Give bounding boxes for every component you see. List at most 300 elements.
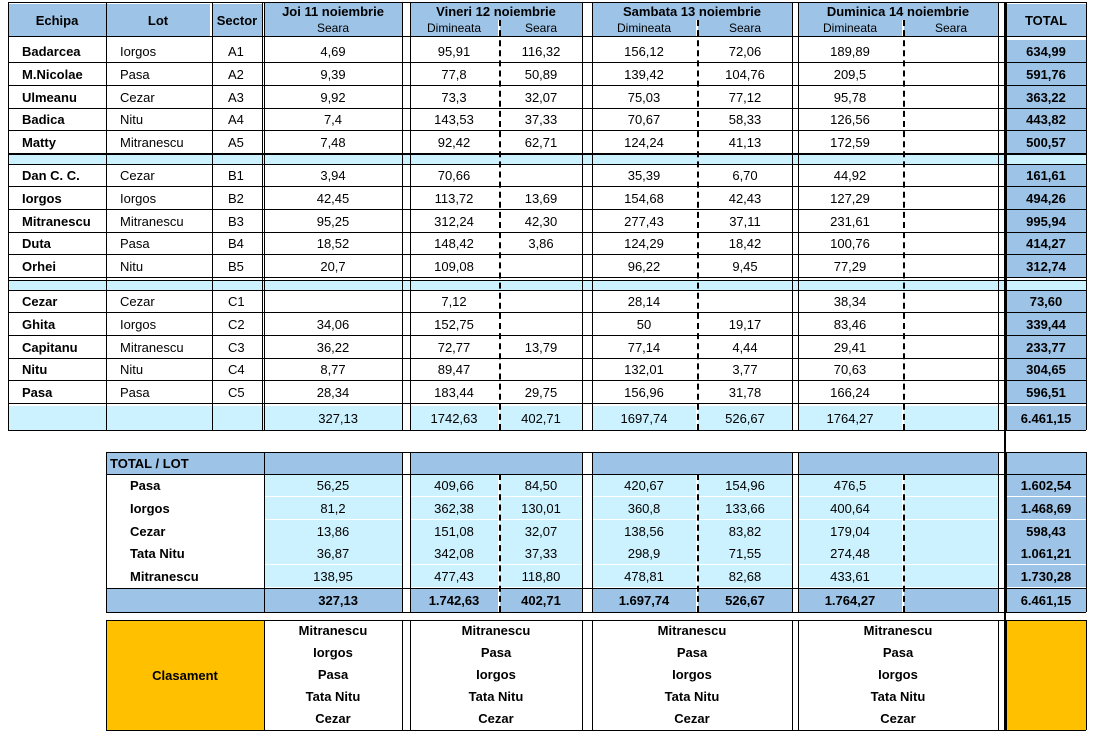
score-cell: 156,12: [592, 40, 696, 62]
team-sector: A5: [212, 131, 262, 153]
grand-total-cell: 1697,74: [592, 406, 696, 430]
score-cell: 7,12: [410, 290, 498, 312]
clasament-rank-name: Pasa: [676, 645, 708, 660]
clasament-rank-name: Pasa: [480, 645, 512, 660]
lot-grand-cell: 1.697,74: [592, 588, 696, 612]
grand-total-cell: [904, 406, 998, 430]
lot-score-cell: 477,43: [410, 565, 498, 587]
score-cell: 3,86: [500, 232, 582, 254]
header-dimineata: Dimineata: [410, 20, 498, 36]
grid-hline: [8, 154, 1086, 155]
score-cell: [904, 232, 998, 254]
score-cell: 9,45: [698, 255, 792, 277]
grid-vline: [410, 620, 411, 730]
team-lot: Pasa: [106, 232, 210, 254]
clasament-rank-name: Tata Nitu: [468, 689, 524, 704]
lot-score-cell: 13,86: [264, 520, 402, 542]
lot-score-cell: [904, 497, 998, 519]
team-lot: Iorgos: [106, 40, 210, 62]
lot-score-cell: 298,9: [592, 542, 696, 564]
lot-grand-cell: 402,71: [500, 588, 582, 612]
header-seara: Seara: [500, 20, 582, 36]
grid-vline: [264, 2, 265, 430]
clasament-rank-name: Iorgos: [878, 667, 918, 682]
lot-grand-cell: 526,67: [698, 588, 792, 612]
grid-vline: [264, 620, 265, 730]
lot-score-cell: 154,96: [698, 474, 792, 496]
header-total: TOTAL: [1006, 4, 1086, 36]
team-name: Dan C. C.: [8, 164, 106, 186]
grid-hline: [8, 430, 1086, 431]
lot-total: 1.730,28: [1006, 565, 1086, 587]
clasament-rank-name: Mitranescu: [657, 623, 727, 638]
grid-hline: [8, 280, 1086, 281]
team-name: Ulmeanu: [8, 86, 106, 108]
clasament-rank-name: Mitranescu: [461, 623, 531, 638]
team-sector: A3: [212, 86, 262, 108]
grid-hline: [8, 209, 1086, 210]
score-cell: 62,71: [500, 131, 582, 153]
lot-name: Tata Nitu: [106, 542, 264, 564]
score-cell: 113,72: [410, 187, 498, 209]
grid-vline: [410, 2, 411, 430]
score-cell: 95,78: [798, 86, 902, 108]
team-name: Capitanu: [8, 336, 106, 358]
row-total: 304,65: [1006, 358, 1086, 380]
score-cell: 75,03: [592, 86, 696, 108]
score-cell: 124,24: [592, 131, 696, 153]
score-cell: 183,44: [410, 381, 498, 403]
team-name: Orhei: [8, 255, 106, 277]
team-sector: C3: [212, 336, 262, 358]
lot-grand-total: 6.461,15: [1006, 588, 1086, 612]
score-cell: 37,33: [500, 108, 582, 130]
lot-total: 1.061,21: [1006, 542, 1086, 564]
score-cell: [904, 40, 998, 62]
grid-hline: [8, 2, 1086, 3]
score-cell: 73,3: [410, 86, 498, 108]
score-cell: 3,94: [264, 164, 402, 186]
score-cell: 96,22: [592, 255, 696, 277]
lot-score-cell: [904, 520, 998, 542]
row-total: 339,44: [1006, 313, 1086, 335]
score-cell: 38,34: [798, 290, 902, 312]
clasament-rank-name: Iorgos: [313, 645, 353, 660]
lot-score-cell: 433,61: [798, 565, 902, 587]
grid-vline: [582, 620, 583, 730]
lot-score-cell: 118,80: [500, 565, 582, 587]
grid-vline: [106, 620, 107, 730]
score-cell: 9,39: [264, 63, 402, 85]
score-cell: 41,13: [698, 131, 792, 153]
team-sector: C1: [212, 290, 262, 312]
row-total: 161,61: [1006, 164, 1086, 186]
score-cell: [904, 290, 998, 312]
score-cell: 50,89: [500, 63, 582, 85]
grid-hline: [8, 403, 1086, 404]
score-cell: 132,01: [592, 358, 696, 380]
lot-name: Iorgos: [106, 497, 264, 519]
team-lot: Cezar: [106, 290, 210, 312]
grid-hline: [8, 232, 1086, 233]
score-cell: 231,61: [798, 210, 902, 232]
score-cell: 109,08: [410, 255, 498, 277]
grid-hline: [106, 620, 1086, 621]
lot-score-cell: 138,95: [264, 565, 402, 587]
score-cell: 166,24: [798, 381, 902, 403]
score-cell: 29,75: [500, 381, 582, 403]
lot-score-cell: 37,33: [500, 542, 582, 564]
row-total: 591,76: [1006, 63, 1086, 85]
score-cell: [904, 336, 998, 358]
lot-score-cell: 81,2: [264, 497, 402, 519]
score-cell: 4,69: [264, 40, 402, 62]
score-cell: [264, 290, 402, 312]
score-cell: 9,92: [264, 86, 402, 108]
team-name: M.Nicolae: [8, 63, 106, 85]
row-total: 363,22: [1006, 86, 1086, 108]
header-day-sambata: Sambata 13 noiembrie: [592, 2, 792, 20]
score-cell: [904, 255, 998, 277]
lot-score-cell: 342,08: [410, 542, 498, 564]
group-separator: [8, 154, 1086, 164]
lot-score-cell: 84,50: [500, 474, 582, 496]
lot-score-cell: 56,25: [264, 474, 402, 496]
lot-table-title: TOTAL / LOT: [106, 452, 402, 474]
score-cell: [500, 290, 582, 312]
grand-total-cell: 1742,63: [410, 406, 498, 430]
score-cell: 127,29: [798, 187, 902, 209]
clasament-column: [592, 620, 792, 730]
team-name: Iorgos: [8, 187, 106, 209]
team-name: Mitranescu: [8, 210, 106, 232]
score-cell: 312,24: [410, 210, 498, 232]
score-cell: 95,91: [410, 40, 498, 62]
lot-score-cell: 83,82: [698, 520, 792, 542]
score-cell: 4,44: [698, 336, 792, 358]
header-dimineata: Dimineata: [592, 20, 696, 36]
grid-vline: [1006, 620, 1007, 730]
header-day-joi: Joi 11 noiembrie: [264, 2, 402, 20]
grid-hline: [8, 62, 1086, 63]
row-total: 995,94: [1006, 210, 1086, 232]
score-cell: 31,78: [698, 381, 792, 403]
score-cell: [904, 164, 998, 186]
grid-hline: [8, 380, 1086, 381]
score-cell: 124,29: [592, 232, 696, 254]
team-sector: A4: [212, 108, 262, 130]
grid-hline: [106, 588, 1086, 589]
clasament-rank-name: Cezar: [478, 711, 514, 726]
score-cell: 13,69: [500, 187, 582, 209]
lot-score-cell: 409,66: [410, 474, 498, 496]
total-column-divider: [1004, 2, 1006, 730]
score-cell: [904, 86, 998, 108]
clasament-label: Clasament: [152, 667, 218, 683]
grid-hline: [8, 277, 1086, 278]
team-lot: Iorgos: [106, 187, 210, 209]
score-cell: 189,89: [798, 40, 902, 62]
grid-vline: [592, 2, 593, 430]
grid-vline: [1086, 452, 1087, 612]
score-cell: 77,12: [698, 86, 792, 108]
lot-score-cell: [904, 474, 998, 496]
score-cell: 139,42: [592, 63, 696, 85]
grid-hline: [8, 358, 1086, 359]
lot-score-cell: [904, 565, 998, 587]
clasament-total-bg: [1006, 620, 1086, 730]
lot-score-cell: 274,48: [798, 542, 902, 564]
score-cell: 172,59: [798, 131, 902, 153]
grid-vline: [1086, 2, 1087, 430]
score-cell: [500, 164, 582, 186]
group-separator: [8, 280, 1086, 290]
score-cell: 37,11: [698, 210, 792, 232]
lot-total: 598,43: [1006, 520, 1086, 542]
team-lot: Cezar: [106, 164, 210, 186]
score-cell: 143,53: [410, 108, 498, 130]
lot-table-header: [410, 452, 582, 474]
grid-hline: [8, 254, 1086, 255]
clasament-column: [264, 620, 402, 730]
team-sector: A1: [212, 40, 262, 62]
header-dimineata: Dimineata: [798, 20, 902, 36]
row-total: 596,51: [1006, 381, 1086, 403]
clasament-rank-name: Tata Nitu: [870, 689, 926, 704]
score-cell: 154,68: [592, 187, 696, 209]
grid-dash: [697, 20, 699, 430]
team-name: Badica: [8, 108, 106, 130]
lot-total: 1.602,54: [1006, 474, 1086, 496]
score-cell: [500, 358, 582, 380]
header-day-duminica: Duminica 14 noiembrie: [798, 2, 998, 20]
grid-hline: [106, 452, 1086, 453]
grid-vline: [1086, 620, 1087, 730]
score-cell: 70,66: [410, 164, 498, 186]
clasament-rank-name: Pasa: [317, 667, 349, 682]
row-total: 73,60: [1006, 290, 1086, 312]
grid-hline: [8, 335, 1086, 336]
score-cell: 42,30: [500, 210, 582, 232]
score-cell: 3,77: [698, 358, 792, 380]
score-cell: 6,70: [698, 164, 792, 186]
row-total: 414,27: [1006, 232, 1086, 254]
grid-hline: [8, 312, 1086, 313]
team-name: Pasa: [8, 381, 106, 403]
score-cell: 126,56: [798, 108, 902, 130]
grid-hline: [8, 290, 1086, 291]
grid-vline: [212, 2, 213, 430]
score-cell: 92,42: [410, 131, 498, 153]
score-cell: 104,76: [698, 63, 792, 85]
score-cell: 28,34: [264, 381, 402, 403]
score-cell: [904, 63, 998, 85]
lot-score-cell: 32,07: [500, 520, 582, 542]
score-cell: 18,52: [264, 232, 402, 254]
team-sector: C5: [212, 381, 262, 403]
lot-score-cell: [904, 542, 998, 564]
clasament-rank-name: Cezar: [674, 711, 710, 726]
score-cell: 18,42: [698, 232, 792, 254]
lot-grand-joi: 327,13: [106, 588, 402, 612]
header-seara: Seara: [904, 20, 998, 36]
team-name: Matty: [8, 131, 106, 153]
grid-vline: [402, 620, 403, 730]
score-cell: 277,43: [592, 210, 696, 232]
lot-total: 1.468,69: [1006, 497, 1086, 519]
grid-hline: [8, 85, 1086, 86]
grid-vline: [998, 2, 999, 430]
score-cell: [500, 313, 582, 335]
grid-vline: [792, 2, 793, 430]
row-total: 233,77: [1006, 336, 1086, 358]
team-sector: B2: [212, 187, 262, 209]
header-seara: Seara: [264, 20, 402, 36]
header-lot: Lot: [106, 4, 210, 36]
lot-score-cell: 133,66: [698, 497, 792, 519]
grid-hline: [8, 36, 1086, 37]
score-cell: 70,67: [592, 108, 696, 130]
team-name: Badarcea: [8, 40, 106, 62]
score-cell: [904, 108, 998, 130]
score-cell: 156,96: [592, 381, 696, 403]
team-lot: Iorgos: [106, 313, 210, 335]
score-cell: 148,42: [410, 232, 498, 254]
score-cell: [904, 358, 998, 380]
clasament-rank-name: Iorgos: [476, 667, 516, 682]
team-lot: Mitranescu: [106, 336, 210, 358]
grid-dash: [499, 20, 501, 430]
clasament-rank-name: Cezar: [315, 711, 351, 726]
clasament-column: [798, 620, 998, 730]
score-cell: 35,39: [592, 164, 696, 186]
score-cell: 77,14: [592, 336, 696, 358]
score-cell: 70,63: [798, 358, 902, 380]
lot-score-cell: 400,64: [798, 497, 902, 519]
lot-score-cell: 138,56: [592, 520, 696, 542]
score-cell: 7,4: [264, 108, 402, 130]
lot-score-cell: 362,38: [410, 497, 498, 519]
score-cell: 89,47: [410, 358, 498, 380]
score-cell: 83,46: [798, 313, 902, 335]
lot-score-cell: 478,81: [592, 565, 696, 587]
lot-score-cell: 179,04: [798, 520, 902, 542]
grid-vline: [592, 620, 593, 730]
score-cell: 32,07: [500, 86, 582, 108]
team-lot: Cezar: [106, 86, 210, 108]
grand-total: 6.461,15: [1006, 406, 1086, 430]
lot-score-cell: 36,87: [264, 542, 402, 564]
score-cell: [904, 131, 998, 153]
lot-name: Mitranescu: [106, 565, 264, 587]
grid-hline: [106, 474, 1086, 475]
lot-grand-cell: 1.742,63: [410, 588, 498, 612]
grid-vline: [106, 2, 107, 430]
team-sector: C4: [212, 358, 262, 380]
score-cell: 20,7: [264, 255, 402, 277]
header-echipa: Echipa: [8, 4, 106, 36]
score-cell: [904, 313, 998, 335]
grid-vline: [792, 620, 793, 730]
clasament-rank-name: Tata Nitu: [305, 689, 361, 704]
grid-vline: [1006, 2, 1007, 430]
grid-dash: [697, 474, 699, 612]
grand-total-cell: 1764,27: [798, 406, 902, 430]
score-cell: 95,25: [264, 210, 402, 232]
lot-grand-cell: 1.764,27: [798, 588, 902, 612]
grid-vline: [8, 2, 9, 430]
score-cell: 77,29: [798, 255, 902, 277]
team-lot: Mitranescu: [106, 131, 210, 153]
row-total: 443,82: [1006, 108, 1086, 130]
row-total: 500,57: [1006, 131, 1086, 153]
lot-grand-cell: [904, 588, 998, 612]
team-name: Ghita: [8, 313, 106, 335]
grid-vline: [798, 620, 799, 730]
score-cell: 13,79: [500, 336, 582, 358]
grid-vline: [998, 620, 999, 730]
clasament-rank-name: Pasa: [882, 645, 914, 660]
row-total: 634,99: [1006, 40, 1086, 62]
grid-dash: [903, 20, 905, 430]
lot-name: Cezar: [106, 520, 264, 542]
score-cell: 209,5: [798, 63, 902, 85]
grid-dash: [903, 474, 905, 612]
header-sector: Sector: [212, 4, 262, 36]
lot-score-cell: 82,68: [698, 565, 792, 587]
grid-hline: [106, 730, 1086, 731]
score-cell: 28,14: [592, 290, 696, 312]
team-sector: B1: [212, 164, 262, 186]
lot-score-cell: 420,67: [592, 474, 696, 496]
score-cell: 44,92: [798, 164, 902, 186]
score-cell: 36,22: [264, 336, 402, 358]
lot-table-header: [592, 452, 792, 474]
team-lot: Pasa: [106, 381, 210, 403]
lot-table-header: [798, 452, 998, 474]
score-cell: 58,33: [698, 108, 792, 130]
team-sector: B5: [212, 255, 262, 277]
score-cell: 72,77: [410, 336, 498, 358]
lot-score-cell: 360,8: [592, 497, 696, 519]
team-lot: Mitranescu: [106, 210, 210, 232]
lot-score-cell: 476,5: [798, 474, 902, 496]
team-sector: B3: [212, 210, 262, 232]
score-cell: [904, 381, 998, 403]
score-cell: 7,48: [264, 131, 402, 153]
lot-table-header: [1006, 452, 1086, 474]
grid-vline: [402, 2, 403, 430]
header-day-vineri: Vineri 12 noiembrie: [410, 2, 582, 20]
team-lot: Nitu: [106, 255, 210, 277]
score-cell: 50: [592, 313, 696, 335]
score-cell: [698, 290, 792, 312]
grid-hline: [8, 164, 1086, 165]
lot-name: Pasa: [106, 474, 264, 496]
team-sector: A2: [212, 63, 262, 85]
grid-hline: [8, 186, 1086, 187]
score-cell: 19,17: [698, 313, 792, 335]
score-cell: 116,32: [500, 40, 582, 62]
score-cell: [904, 187, 998, 209]
clasament-rank-name: Mitranescu: [298, 623, 368, 638]
grid-vline: [262, 2, 263, 430]
team-name: Cezar: [8, 290, 106, 312]
score-cell: 42,43: [698, 187, 792, 209]
grid-vline: [798, 2, 799, 430]
row-total: 312,74: [1006, 255, 1086, 277]
grand-total-cell: 526,67: [698, 406, 792, 430]
